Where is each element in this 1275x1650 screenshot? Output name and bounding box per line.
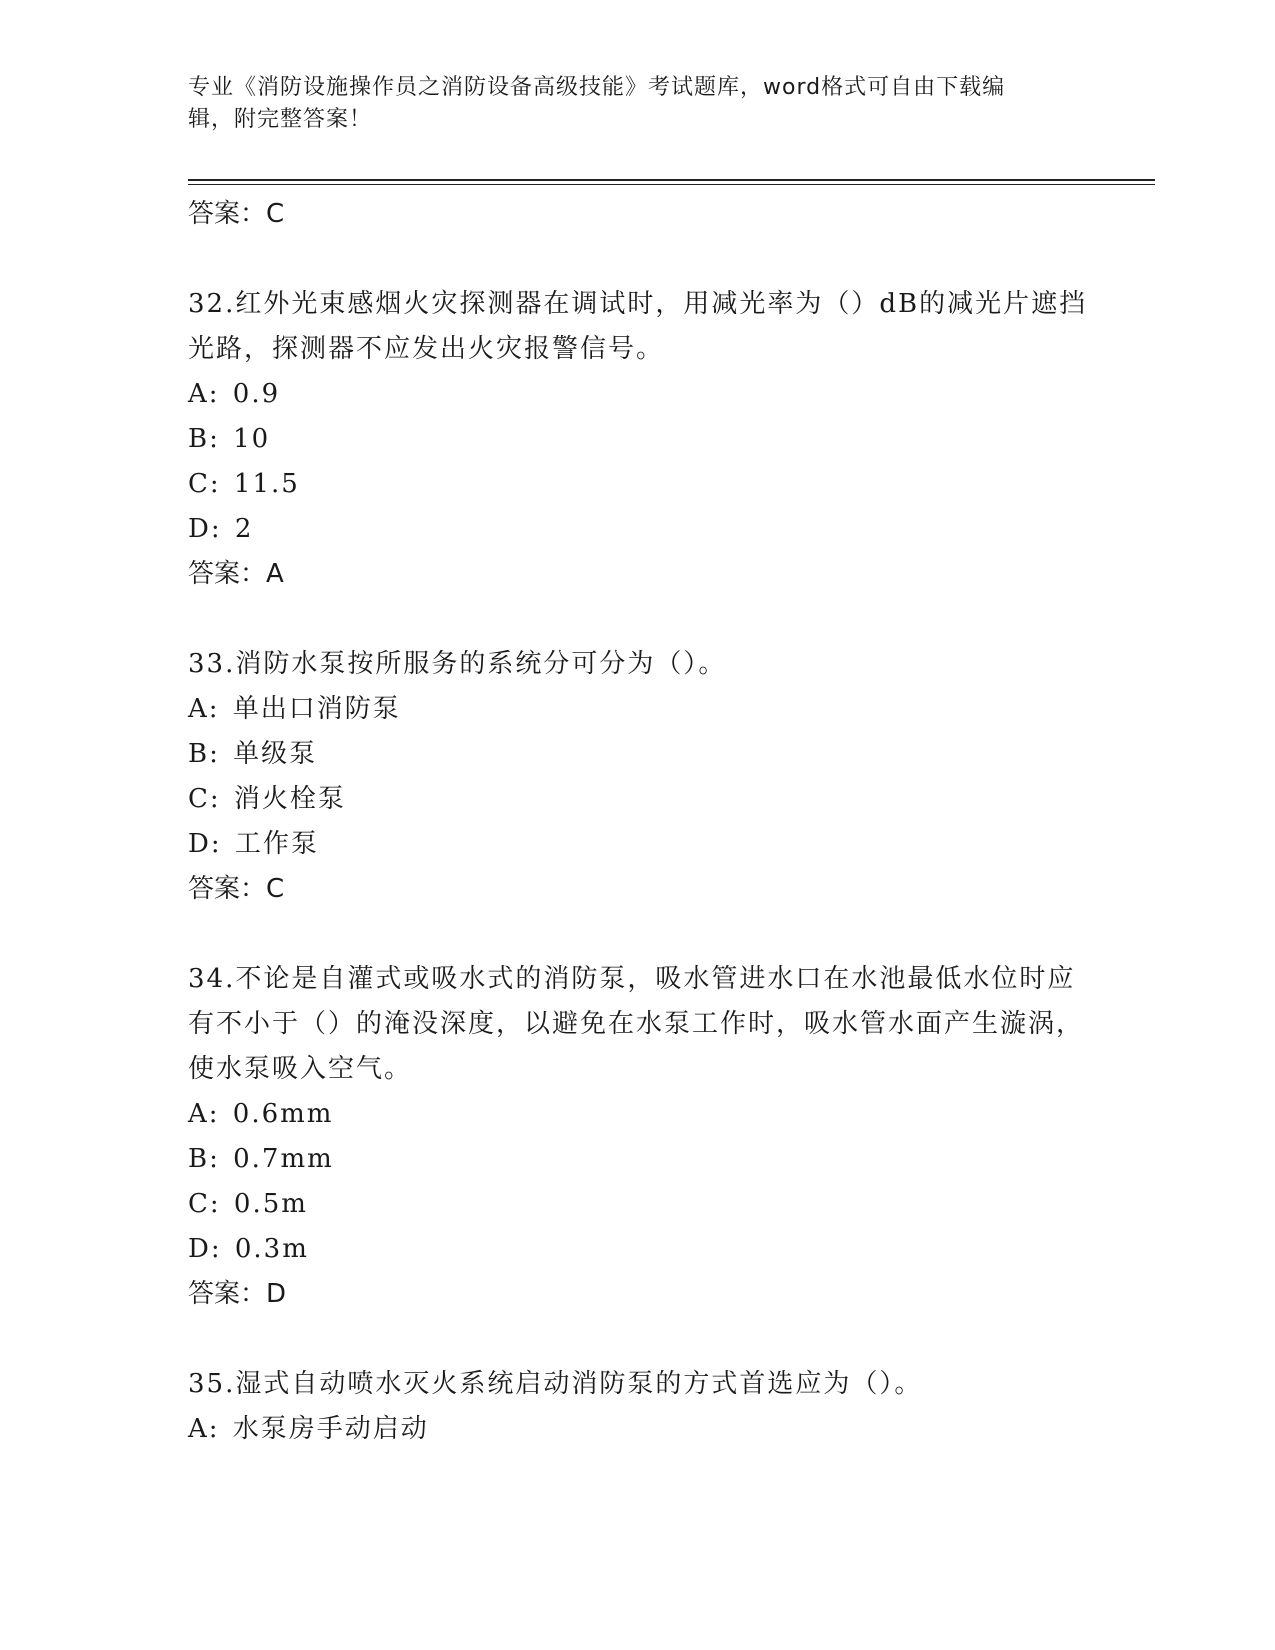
option-letter: A — [188, 1099, 209, 1129]
option-text: 0.3m — [234, 1234, 309, 1264]
document-header — [188, 72, 1088, 136]
option-letter: B — [188, 1144, 210, 1174]
option-text: 0.6mm — [232, 1099, 334, 1129]
option-text: 0.5m — [233, 1189, 308, 1219]
option-letter: A — [188, 379, 209, 409]
option-colon: : — [210, 829, 222, 859]
option-colon: : — [209, 469, 221, 499]
spacer — [188, 1317, 1088, 1362]
option-b — [188, 417, 1088, 462]
option-text: 工作泵 — [234, 829, 319, 859]
option-colon: : — [208, 694, 220, 724]
option-colon: : — [209, 784, 221, 814]
option-letter: D — [188, 1234, 211, 1264]
option-a — [188, 1407, 1088, 1452]
option-letter: C — [188, 784, 210, 814]
option-letter: B — [188, 424, 210, 454]
header-line-1: 专业《消防设施操作员之消防设备高级技能》考试题库，word格式可自由下载编 — [188, 75, 1006, 100]
option-colon: : — [208, 1099, 220, 1129]
answer-value: C — [266, 874, 285, 904]
question-text: 34.不论是自灌式或吸水式的消防泵，吸水管进水口在水池最低水位时应有不小于（）的淹没深度，以避免在水泵工作时，吸水管水面产生漩涡，使水泵吸入空气。 — [188, 964, 1085, 1084]
header-line-2: 辑，附完整答案！ — [188, 107, 373, 132]
spacer — [188, 597, 1088, 642]
answer-label: 答案： — [188, 199, 267, 229]
answer-value: D — [266, 1279, 287, 1309]
option-letter: C — [188, 1189, 210, 1219]
answer-line — [188, 192, 1088, 237]
question-list — [188, 188, 1088, 1452]
question-text: 32.红外光束感烟火灾探测器在调试时，用减光率为（）dB的减光片遮挡光路，探测器不应发出火灾报警信号。 — [188, 289, 1088, 364]
option-letter: A — [188, 694, 209, 724]
answer-value: C — [266, 199, 285, 229]
option-text: 消火栓泵 — [233, 784, 346, 814]
question-text: 35.湿式自动喷水灭火系统启动消防泵的方式首选应为（）。 — [188, 1369, 923, 1399]
answer-label: 答案： — [188, 559, 267, 589]
option-text: 0.7mm — [233, 1144, 334, 1174]
option-letter: D — [188, 829, 211, 859]
option-c — [188, 462, 1088, 507]
header-rule-thick — [188, 179, 1155, 181]
option-b — [188, 1137, 1088, 1182]
option-d — [188, 507, 1088, 552]
spacer — [188, 912, 1088, 957]
option-colon: : — [208, 1414, 220, 1444]
option-a — [188, 372, 1088, 417]
option-colon: : — [209, 1189, 221, 1219]
answer-line — [188, 1272, 1088, 1317]
option-a — [188, 1092, 1088, 1137]
option-c — [188, 777, 1088, 822]
option-b — [188, 732, 1088, 777]
answer-label: 答案： — [188, 874, 267, 904]
option-colon: : — [208, 379, 220, 409]
option-text: 10 — [233, 424, 271, 454]
option-letter: D — [188, 514, 211, 544]
answer-line — [188, 552, 1088, 597]
option-colon: : — [209, 424, 220, 454]
header-rule-thin — [188, 184, 1155, 185]
option-letter: B — [188, 739, 210, 769]
option-text: 11.5 — [233, 469, 300, 499]
option-c — [188, 1182, 1088, 1227]
option-colon: : — [210, 514, 222, 544]
option-text: 2 — [234, 514, 254, 544]
option-d — [188, 1227, 1088, 1272]
answer-label: 答案： — [188, 1279, 267, 1309]
option-text: 单级泵 — [233, 739, 318, 769]
option-text: 单出口消防泵 — [232, 694, 401, 724]
option-colon: : — [209, 1144, 220, 1174]
question-text: 33.消防水泵按所服务的系统分可分为（）。 — [188, 649, 727, 679]
option-a — [188, 687, 1088, 732]
option-letter: A — [188, 1414, 209, 1444]
option-text: 0.9 — [232, 379, 281, 409]
answer-line — [188, 867, 1088, 912]
option-letter: C — [188, 469, 210, 499]
option-colon: : — [209, 739, 220, 769]
option-colon: : — [210, 1234, 222, 1264]
spacer — [188, 237, 1088, 282]
option-text: 水泵房手动启动 — [232, 1414, 429, 1444]
answer-value: A — [266, 559, 284, 589]
option-d — [188, 822, 1088, 867]
